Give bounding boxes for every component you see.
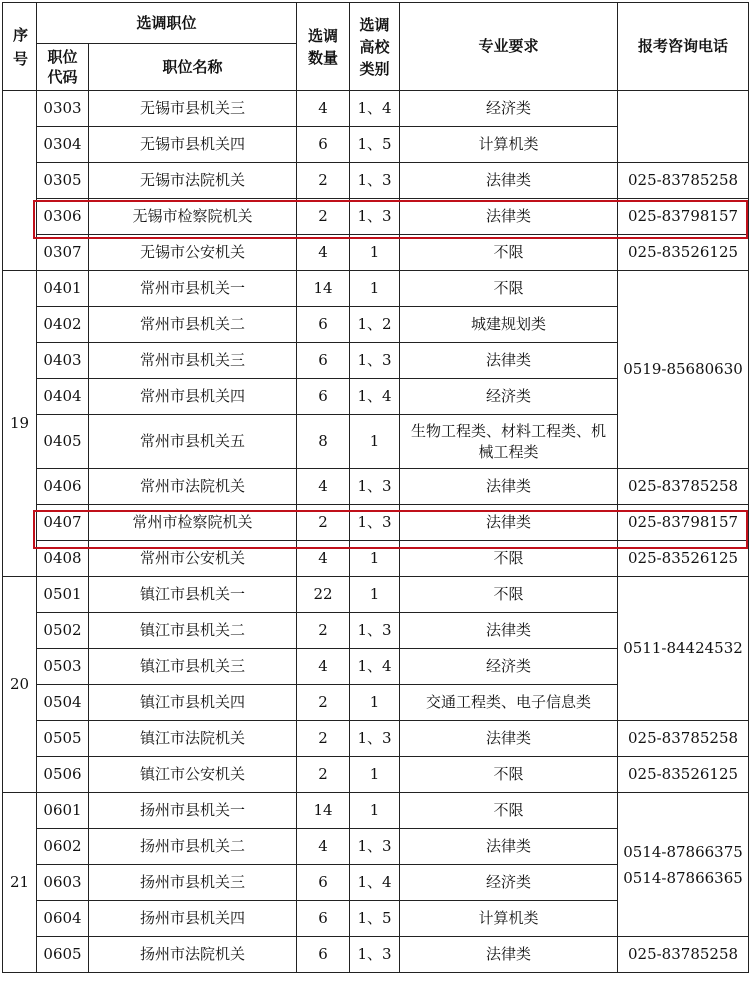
header-phone: 报考咨询电话 (618, 3, 749, 91)
school-type: 1、4 (350, 649, 400, 685)
position-count: 4 (297, 91, 350, 127)
school-type: 1、3 (350, 505, 400, 541)
position-count: 6 (297, 307, 350, 343)
header-name: 职位名称 (89, 44, 297, 91)
position-code: 0402 (37, 307, 89, 343)
position-name: 镇江市县机关二 (89, 613, 297, 649)
position-count: 6 (297, 865, 350, 901)
positions-table (2, 2, 749, 973)
school-type: 1、3 (350, 163, 400, 199)
major-requirement: 经济类 (400, 379, 618, 415)
major-requirement: 法律类 (400, 937, 618, 973)
position-code: 0407 (37, 505, 89, 541)
school-type: 1、3 (350, 829, 400, 865)
phone-cell: 025-83785258 (618, 721, 749, 757)
table-row (3, 199, 749, 235)
position-name: 无锡市公安机关 (89, 235, 297, 271)
position-name: 扬州市法院机关 (89, 937, 297, 973)
school-type: 1 (350, 757, 400, 793)
position-count: 2 (297, 505, 350, 541)
major-requirement: 法律类 (400, 613, 618, 649)
phone-cell (618, 793, 749, 937)
position-code: 0604 (37, 901, 89, 937)
major-requirement: 不限 (400, 793, 618, 829)
major-requirement: 法律类 (400, 199, 618, 235)
phone-line: 0514-87866365 (623, 868, 743, 887)
position-count: 4 (297, 235, 350, 271)
position-name: 常州市县机关一 (89, 271, 297, 307)
table-row (3, 235, 749, 271)
position-name: 镇江市公安机关 (89, 757, 297, 793)
position-name: 常州市县机关二 (89, 307, 297, 343)
major-requirement: 法律类 (400, 505, 618, 541)
position-code: 0405 (37, 415, 89, 469)
school-type: 1、3 (350, 613, 400, 649)
phone-cell: 0511-84424532 (618, 577, 749, 721)
school-type: 1、5 (350, 127, 400, 163)
position-count: 14 (297, 793, 350, 829)
position-code: 0506 (37, 757, 89, 793)
major-requirement: 法律类 (400, 829, 618, 865)
major-requirement: 法律类 (400, 163, 618, 199)
table-row (3, 577, 749, 613)
position-code: 0305 (37, 163, 89, 199)
position-count: 6 (297, 379, 350, 415)
table-row (3, 757, 749, 793)
major-requirement: 计算机类 (400, 901, 618, 937)
position-code: 0307 (37, 235, 89, 271)
header-code: 职位代码 (37, 44, 89, 91)
position-count: 2 (297, 757, 350, 793)
position-count: 6 (297, 937, 350, 973)
phone-cell: 0519-85680630 (618, 271, 749, 469)
position-code: 0404 (37, 379, 89, 415)
position-count: 8 (297, 415, 350, 469)
major-requirement: 经济类 (400, 865, 618, 901)
major-requirement: 法律类 (400, 721, 618, 757)
position-count: 14 (297, 271, 350, 307)
major-requirement: 生物工程类、材料工程类、机械工程类 (400, 415, 618, 469)
table-row (3, 937, 749, 973)
school-type: 1 (350, 235, 400, 271)
position-count: 2 (297, 685, 350, 721)
position-code: 0306 (37, 199, 89, 235)
school-type: 1、4 (350, 865, 400, 901)
table-row (3, 505, 749, 541)
position-name: 常州市县机关三 (89, 343, 297, 379)
table-row (3, 91, 749, 127)
seq-cell: 20 (3, 577, 37, 793)
position-name: 扬州市县机关三 (89, 865, 297, 901)
phone-cell: 025-83526125 (618, 757, 749, 793)
position-name: 无锡市法院机关 (89, 163, 297, 199)
position-name: 扬州市县机关一 (89, 793, 297, 829)
position-count: 4 (297, 649, 350, 685)
header-count: 选调数量 (297, 3, 350, 91)
school-type: 1 (350, 415, 400, 469)
table-row (3, 469, 749, 505)
school-type: 1、3 (350, 469, 400, 505)
position-name: 镇江市县机关一 (89, 577, 297, 613)
table-row (3, 793, 749, 829)
position-code: 0303 (37, 91, 89, 127)
phone-cell: 025-83798157 (618, 505, 749, 541)
position-name: 扬州市县机关四 (89, 901, 297, 937)
table-row (3, 541, 749, 577)
school-type: 1、4 (350, 379, 400, 415)
position-count: 4 (297, 829, 350, 865)
position-count: 6 (297, 343, 350, 379)
position-code: 0403 (37, 343, 89, 379)
position-name: 常州市公安机关 (89, 541, 297, 577)
table-row (3, 721, 749, 757)
position-name: 常州市检察院机关 (89, 505, 297, 541)
phone-cell: 025-83526125 (618, 541, 749, 577)
position-code: 0602 (37, 829, 89, 865)
position-code: 0504 (37, 685, 89, 721)
phone-cell: 025-83526125 (618, 235, 749, 271)
seq-cell: 21 (3, 793, 37, 973)
phone-cell: 025-83785258 (618, 937, 749, 973)
phone-cell: 025-83798157 (618, 199, 749, 235)
header-position-group: 选调职位 (37, 3, 297, 44)
position-name: 常州市县机关五 (89, 415, 297, 469)
position-count: 2 (297, 613, 350, 649)
header-major: 专业要求 (400, 3, 618, 91)
position-name: 无锡市县机关四 (89, 127, 297, 163)
school-type: 1 (350, 793, 400, 829)
position-code: 0601 (37, 793, 89, 829)
major-requirement: 法律类 (400, 469, 618, 505)
position-code: 0603 (37, 865, 89, 901)
position-name: 常州市法院机关 (89, 469, 297, 505)
position-code: 0401 (37, 271, 89, 307)
school-type: 1 (350, 271, 400, 307)
position-code: 0605 (37, 937, 89, 973)
school-type: 1 (350, 577, 400, 613)
major-requirement: 不限 (400, 577, 618, 613)
school-type: 1、3 (350, 343, 400, 379)
major-requirement: 不限 (400, 271, 618, 307)
position-count: 2 (297, 721, 350, 757)
major-requirement: 城建规划类 (400, 307, 618, 343)
position-name: 镇江市县机关四 (89, 685, 297, 721)
major-requirement: 法律类 (400, 343, 618, 379)
major-requirement: 不限 (400, 541, 618, 577)
school-type: 1、3 (350, 721, 400, 757)
school-type: 1、3 (350, 199, 400, 235)
phone-line: 0514-87866375 (623, 842, 743, 861)
position-name: 扬州市县机关二 (89, 829, 297, 865)
position-name: 无锡市检察院机关 (89, 199, 297, 235)
position-count: 6 (297, 127, 350, 163)
major-requirement: 经济类 (400, 649, 618, 685)
position-name: 常州市县机关四 (89, 379, 297, 415)
major-requirement: 不限 (400, 235, 618, 271)
phone-cell (618, 91, 749, 163)
school-type: 1、4 (350, 91, 400, 127)
position-count: 6 (297, 901, 350, 937)
position-name: 无锡市县机关三 (89, 91, 297, 127)
school-type: 1 (350, 685, 400, 721)
position-code: 0406 (37, 469, 89, 505)
school-type: 1、2 (350, 307, 400, 343)
position-count: 2 (297, 199, 350, 235)
position-count: 4 (297, 469, 350, 505)
position-name: 镇江市县机关三 (89, 649, 297, 685)
seq-cell: 19 (3, 271, 37, 577)
position-count: 22 (297, 577, 350, 613)
major-requirement: 计算机类 (400, 127, 618, 163)
position-code: 0304 (37, 127, 89, 163)
school-type: 1、3 (350, 937, 400, 973)
position-code: 0503 (37, 649, 89, 685)
position-code: 0501 (37, 577, 89, 613)
phone-cell: 025-83785258 (618, 163, 749, 199)
position-code: 0505 (37, 721, 89, 757)
phone-cell: 025-83785258 (618, 469, 749, 505)
school-type: 1、5 (350, 901, 400, 937)
major-requirement: 经济类 (400, 91, 618, 127)
position-code: 0408 (37, 541, 89, 577)
school-type: 1 (350, 541, 400, 577)
position-count: 4 (297, 541, 350, 577)
table-row (3, 271, 749, 307)
position-code: 0502 (37, 613, 89, 649)
major-requirement: 交通工程类、电子信息类 (400, 685, 618, 721)
table-row (3, 163, 749, 199)
seq-cell (3, 91, 37, 271)
header-seq: 序号 (3, 3, 37, 91)
header-school-type: 选调高校类别 (350, 3, 400, 91)
position-name: 镇江市法院机关 (89, 721, 297, 757)
position-count: 2 (297, 163, 350, 199)
major-requirement: 不限 (400, 757, 618, 793)
